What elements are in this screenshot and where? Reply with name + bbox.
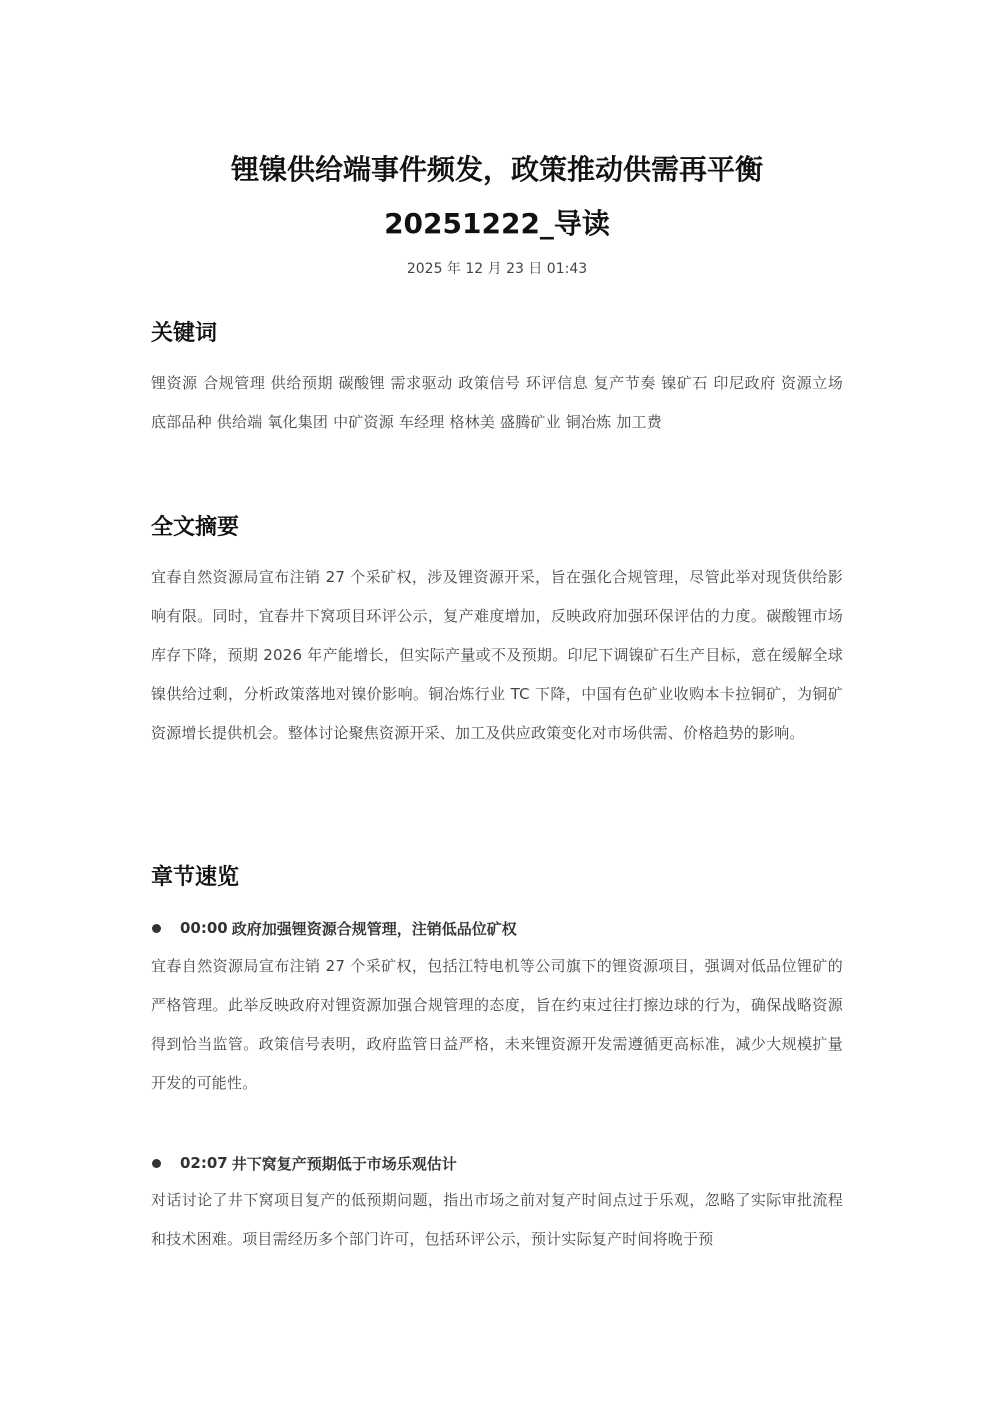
chapter-title: 政府加强锂资源合规管理，注销低品位矿权 [231, 919, 517, 938]
summary-text: 宜春自然资源局宣布注销 27 个采矿权，涉及锂资源开采，旨在强化合规管理，尽管此举对现货供给影响有限。同时，宜春井下窝项目环评公示，复产难度增加，反映政府加强环保评估的力度。碳酸锂市场库存下降，预期 2026 年产能增长，但实际产量或不及预期。印尼下调镍矿石生产目标，意在缓解全球镍供给过剩，分析政策落地对镍价影响。铜冶炼行业 TC 下降，中国有色矿业收购本卡拉铜矿，为铜矿资源增长提供机会。整体讨论聚焦资源开采、加工及供应政策变化对市场供需、价格趋势的影响。 [151, 568, 843, 742]
title-line-1: 锂镍供给端事件频发，政策推动供需再平衡 [230, 153, 763, 186]
chapter-title: 井下窝复产预期低于市场乐观估计 [231, 1154, 457, 1173]
bullet-icon [152, 924, 161, 933]
document-date: 2025 年 12 月 23 日 01:43 [406, 261, 588, 277]
summary-heading: 全文摘要 [151, 515, 240, 540]
keywords-heading: 关键词 [151, 321, 218, 346]
chapter-item-title [151, 1151, 843, 1175]
chapter-item-title [151, 916, 843, 940]
chapters-heading: 章节速览 [151, 865, 240, 890]
chapter-text: 宜春自然资源局宣布注销 27 个采矿权，包括江特电机等公司旗下的锂资源项目，强调对低品位锂矿的严格管理。此举反映政府对锂资源加强合规管理的态度，旨在约束过往打擦边球的行为，确保战略资源得到恰当监管。政策信号表明，政府监管日益严格，未来锂资源开发需遵循更高标准，减少大规模扩量开发的可能性。 [151, 957, 843, 1092]
bullet-icon [152, 1159, 161, 1168]
chapter-time: 02:07 [180, 1154, 228, 1172]
chapter-time: 00:00 [180, 919, 228, 937]
title-line-2: 20251222_导读 [384, 207, 610, 240]
chapter-text: 对话讨论了井下窝项目复产的低预期问题，指出市场之前对复产时间点过于乐观，忽略了实际审批流程和技术困难。项目需经历多个部门许可，包括环评公示，预计实际复产时间将晚于预 [151, 1191, 843, 1248]
keywords-text: 锂资源 合规管理 供给预期 碳酸锂 需求驱动 政策信号 环评信息 复产节奏 镍矿石 印尼政府 资源立场 底部品种 供给端 氧化集团 中矿资源 车经理 格林美 盛腾矿业 铜冶炼 加工费 [151, 374, 843, 431]
document-title [151, 143, 843, 251]
